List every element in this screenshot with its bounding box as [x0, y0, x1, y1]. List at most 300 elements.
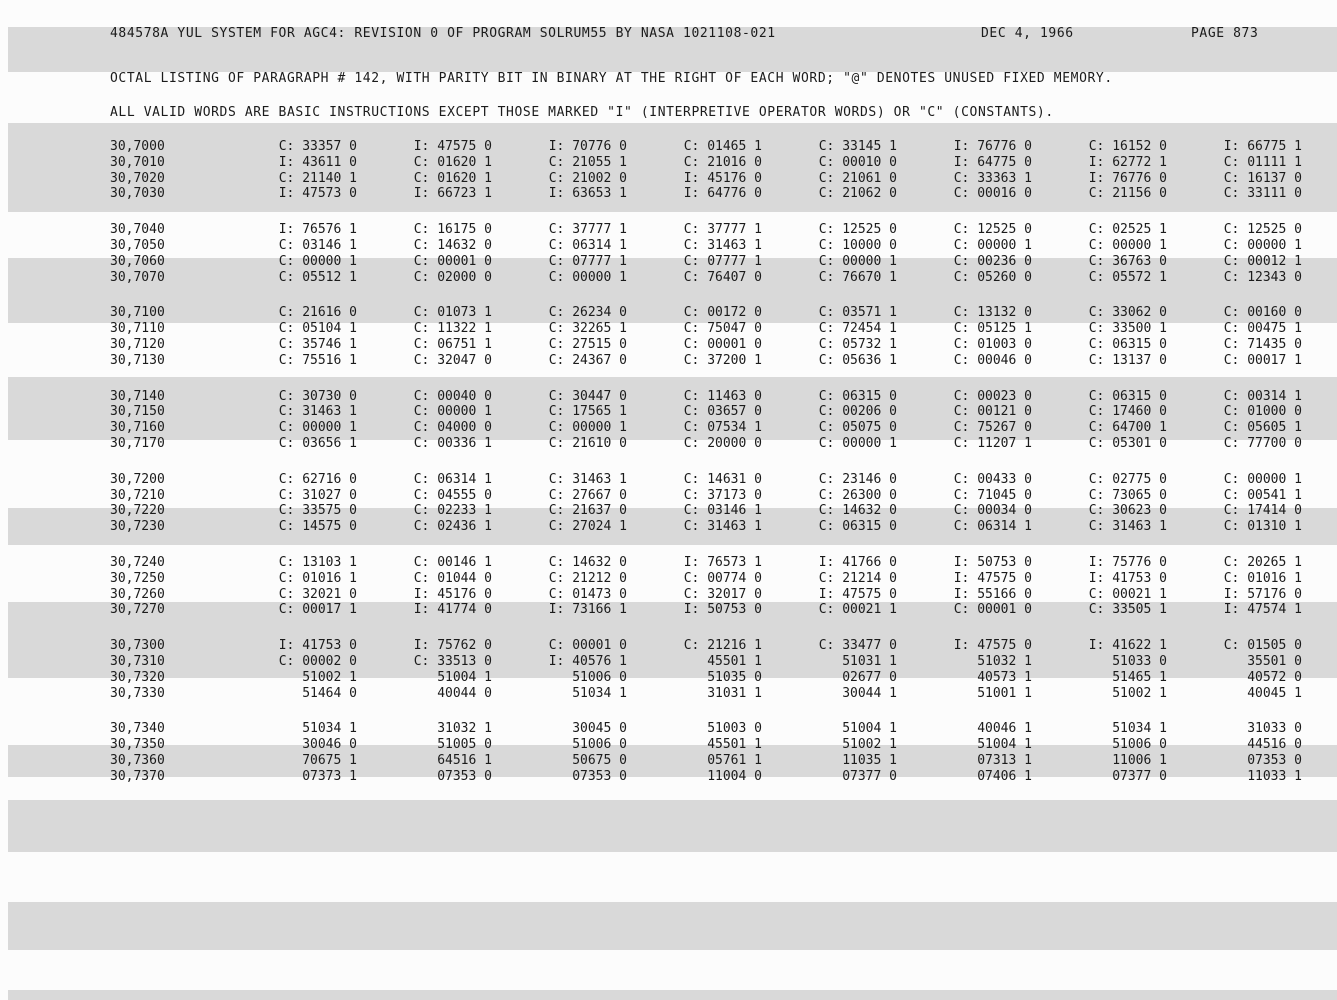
address-label: 30,7100 — [110, 305, 165, 321]
memory-word: C: 00001 0 — [548, 638, 627, 654]
memory-word: C: 21061 0 — [818, 170, 897, 186]
memory-word: 51035 0 — [707, 669, 762, 685]
memory-word: C: 03571 1 — [818, 305, 897, 321]
memory-word: C: 03656 1 — [278, 435, 357, 451]
memory-word: I: 66723 1 — [413, 186, 492, 202]
listing-block — [110, 638, 1302, 701]
memory-word: C: 21140 1 — [278, 170, 357, 186]
listing-row — [110, 352, 1302, 369]
memory-word: C: 06314 1 — [413, 471, 492, 487]
memory-word: C: 07777 1 — [548, 253, 627, 269]
address-label: 30,7360 — [110, 752, 165, 768]
memory-word: C: 17565 1 — [548, 404, 627, 420]
memory-word: C: 02233 1 — [413, 503, 492, 519]
memory-word: C: 33500 1 — [1088, 321, 1167, 337]
memory-word: C: 06314 1 — [953, 519, 1032, 535]
memory-word: C: 33062 0 — [1088, 305, 1167, 321]
memory-word: C: 75267 0 — [953, 420, 1032, 436]
memory-word: I: 50753 0 — [953, 554, 1032, 570]
memory-word: 40045 1 — [1247, 685, 1302, 701]
address-label: 30,7230 — [110, 519, 165, 535]
memory-word: I: 57176 0 — [1223, 586, 1302, 602]
memory-word: C: 33505 1 — [1088, 602, 1167, 618]
memory-word: C: 11207 1 — [953, 435, 1032, 451]
memory-word: C: 62716 0 — [278, 471, 357, 487]
memory-word: 51006 0 — [572, 737, 627, 753]
listing-row — [110, 420, 1302, 436]
memory-word: I: 75776 0 — [1088, 554, 1167, 570]
memory-word: C: 01620 1 — [413, 170, 492, 186]
memory-word: 51003 0 — [707, 721, 762, 737]
memory-word: I: 47575 0 — [953, 570, 1032, 586]
memory-word: C: 17414 0 — [1223, 503, 1302, 519]
memory-word: 30046 0 — [302, 737, 357, 753]
memory-word: C: 03146 1 — [278, 237, 357, 253]
memory-word: C: 11322 1 — [413, 321, 492, 337]
memory-word: C: 07534 1 — [683, 420, 762, 436]
memory-word: C: 05301 0 — [1088, 435, 1167, 451]
memory-word: 40044 0 — [437, 685, 492, 701]
address-label: 30,7060 — [110, 253, 165, 269]
memory-word: C: 00336 1 — [413, 435, 492, 451]
memory-word: 11035 1 — [842, 752, 897, 768]
memory-word: 51001 1 — [977, 685, 1032, 701]
memory-word: 31031 1 — [707, 685, 762, 701]
memory-word: C: 00002 0 — [278, 653, 357, 669]
memory-word: C: 06315 0 — [1088, 336, 1167, 352]
address-label: 30,7170 — [110, 435, 165, 451]
memory-word: I: 41766 0 — [818, 554, 897, 570]
memory-word: C: 32021 0 — [278, 586, 357, 602]
memory-word: C: 00000 1 — [1088, 237, 1167, 253]
memory-word: C: 37173 0 — [683, 487, 762, 503]
memory-word: C: 26234 0 — [548, 305, 627, 321]
memory-word: C: 01016 1 — [278, 570, 357, 586]
listing-row — [110, 388, 1302, 405]
memory-word: C: 71435 0 — [1223, 336, 1302, 352]
memory-word: I: 47573 0 — [278, 186, 357, 202]
memory-word: C: 05732 1 — [818, 336, 897, 352]
memory-word: C: 16137 0 — [1223, 170, 1302, 186]
listing-row — [110, 253, 1302, 270]
listing-row — [110, 222, 1302, 238]
memory-word: C: 05260 0 — [953, 269, 1032, 285]
memory-word: C: 37777 1 — [683, 222, 762, 238]
memory-word: 51034 1 — [572, 685, 627, 701]
memory-word: C: 00000 1 — [1223, 471, 1302, 487]
address-label: 30,7240 — [110, 554, 165, 570]
memory-word: 07353 0 — [437, 768, 492, 784]
listing-row — [110, 519, 1302, 535]
memory-word: C: 31463 1 — [278, 404, 357, 420]
memory-word: 07353 0 — [1247, 752, 1302, 768]
memory-word: I: 41622 1 — [1088, 638, 1167, 654]
memory-word: C: 72454 1 — [818, 321, 897, 337]
address-label: 30,7070 — [110, 269, 165, 285]
memory-word: I: 41753 0 — [1088, 570, 1167, 586]
memory-word: 64516 1 — [437, 752, 492, 768]
memory-word: C: 14631 0 — [683, 471, 762, 487]
memory-word: C: 01111 1 — [1223, 154, 1302, 170]
memory-word: 02677 0 — [842, 669, 897, 685]
memory-word: C: 13132 0 — [953, 305, 1032, 321]
memory-word: C: 00000 1 — [278, 253, 357, 269]
listing-row — [110, 404, 1302, 420]
memory-word: C: 20000 0 — [683, 435, 762, 451]
memory-word: C: 00000 1 — [1223, 237, 1302, 253]
memory-word: C: 01044 0 — [413, 570, 492, 586]
memory-word: I: 66775 1 — [1223, 139, 1302, 154]
memory-word: C: 05104 1 — [278, 321, 357, 337]
listing-block — [110, 222, 1302, 285]
listing-row — [110, 721, 1302, 737]
header-date: DEC 4, 1966 — [981, 26, 1074, 41]
memory-word: C: 32047 0 — [413, 352, 492, 368]
memory-word: C: 00021 1 — [818, 602, 897, 618]
memory-word: 11006 1 — [1112, 752, 1167, 768]
memory-word: 40046 1 — [977, 721, 1032, 737]
memory-word: C: 00000 1 — [953, 237, 1032, 253]
listing-row — [110, 269, 1302, 286]
listing-row — [110, 768, 1302, 785]
memory-word: C: 21002 0 — [548, 170, 627, 186]
memory-word: C: 27667 0 — [548, 487, 627, 503]
memory-word: 45501 1 — [707, 653, 762, 669]
listing-row — [110, 305, 1302, 321]
memory-word: 51031 1 — [842, 653, 897, 669]
address-label: 30,7210 — [110, 487, 165, 503]
memory-word: 51002 1 — [302, 669, 357, 685]
memory-word: 31033 0 — [1247, 721, 1302, 737]
memory-word: C: 01620 1 — [413, 154, 492, 170]
memory-word: 45501 1 — [707, 737, 762, 753]
memory-word: C: 21637 0 — [548, 503, 627, 519]
memory-word: C: 17460 0 — [1088, 404, 1167, 420]
memory-word: C: 00206 0 — [818, 404, 897, 420]
address-label: 30,7150 — [110, 404, 165, 420]
memory-word: C: 00121 0 — [953, 404, 1032, 420]
memory-word: C: 21055 1 — [548, 154, 627, 170]
memory-word: 70675 1 — [302, 752, 357, 768]
memory-word: C: 05636 1 — [818, 352, 897, 368]
octal-listing — [110, 139, 1302, 805]
memory-word: 51002 1 — [842, 737, 897, 753]
listing-row — [110, 139, 1302, 155]
listing-row — [110, 321, 1302, 337]
memory-word: C: 07777 1 — [683, 253, 762, 269]
memory-word: 11004 0 — [707, 768, 762, 784]
memory-word: C: 73065 0 — [1088, 487, 1167, 503]
address-label: 30,7160 — [110, 420, 165, 436]
memory-word: C: 13103 1 — [278, 554, 357, 570]
memory-word: C: 31463 1 — [683, 237, 762, 253]
memory-word: C: 00017 1 — [278, 602, 357, 618]
memory-word: C: 26300 0 — [818, 487, 897, 503]
address-label: 30,7020 — [110, 170, 165, 186]
memory-word: 51004 1 — [842, 721, 897, 737]
memory-word: C: 00314 1 — [1223, 388, 1302, 404]
listing-row — [110, 435, 1302, 452]
memory-word: C: 20265 1 — [1223, 554, 1302, 570]
memory-word: C: 33145 1 — [818, 139, 897, 154]
memory-word: I: 70776 0 — [548, 139, 627, 154]
memory-word: C: 00012 1 — [1223, 253, 1302, 269]
memory-word: C: 36763 0 — [1088, 253, 1167, 269]
memory-word: C: 00000 1 — [413, 404, 492, 420]
listing-row — [110, 653, 1302, 670]
memory-word: C: 00146 1 — [413, 554, 492, 570]
memory-word: I: 45176 0 — [413, 586, 492, 602]
memory-word: C: 00000 1 — [548, 420, 627, 436]
memory-word: I: 40576 1 — [548, 653, 627, 669]
memory-word: C: 21156 0 — [1088, 186, 1167, 202]
listing-row — [110, 154, 1302, 171]
memory-word: C: 76407 0 — [683, 269, 762, 285]
address-label: 30,7320 — [110, 669, 165, 685]
listing-row — [110, 554, 1302, 571]
memory-word: C: 00000 1 — [818, 253, 897, 269]
memory-word: 51004 1 — [977, 737, 1032, 753]
memory-word: C: 21214 0 — [818, 570, 897, 586]
address-label: 30,7370 — [110, 768, 165, 784]
memory-word: C: 00040 0 — [413, 388, 492, 404]
memory-word: C: 06315 0 — [818, 519, 897, 535]
memory-word: I: 41774 0 — [413, 602, 492, 618]
memory-word: 07353 0 — [572, 768, 627, 784]
memory-word: 07377 0 — [1112, 768, 1167, 784]
memory-word: 40573 1 — [977, 669, 1032, 685]
memory-word: I: 63653 1 — [548, 186, 627, 202]
memory-word: C: 32265 1 — [548, 321, 627, 337]
memory-word: C: 21216 1 — [683, 638, 762, 654]
memory-word: C: 30623 0 — [1088, 503, 1167, 519]
memory-word: C: 01073 1 — [413, 305, 492, 321]
memory-word: 11033 1 — [1247, 768, 1302, 784]
memory-word: C: 21610 0 — [548, 435, 627, 451]
memory-word: C: 21016 0 — [683, 154, 762, 170]
memory-word: C: 37200 1 — [683, 352, 762, 368]
memory-word: C: 77700 0 — [1223, 435, 1302, 451]
memory-word: C: 00021 1 — [1088, 586, 1167, 602]
address-label: 30,7010 — [110, 154, 165, 170]
address-label: 30,7130 — [110, 352, 165, 368]
memory-word: C: 64700 1 — [1088, 420, 1167, 436]
memory-word: I: 47575 0 — [413, 139, 492, 154]
memory-word: C: 11463 0 — [683, 388, 762, 404]
listing-row — [110, 638, 1302, 654]
memory-word: C: 06315 0 — [1088, 388, 1167, 404]
memory-word: I: 76776 0 — [953, 139, 1032, 154]
memory-word: C: 31027 0 — [278, 487, 357, 503]
listing-row — [110, 602, 1302, 618]
memory-word: I: 55166 0 — [953, 586, 1032, 602]
memory-word: C: 12525 0 — [1223, 222, 1302, 238]
memory-word: 30044 1 — [842, 685, 897, 701]
memory-word: C: 05075 0 — [818, 420, 897, 436]
address-label: 30,7330 — [110, 685, 165, 701]
address-label: 30,7000 — [110, 139, 165, 154]
address-label: 30,7340 — [110, 721, 165, 737]
address-label: 30,7110 — [110, 321, 165, 337]
listing-row — [110, 336, 1302, 353]
memory-word: C: 02000 0 — [413, 269, 492, 285]
memory-word: C: 00160 0 — [1223, 305, 1302, 321]
memory-word: C: 00000 1 — [548, 269, 627, 285]
address-label: 30,7350 — [110, 737, 165, 753]
listing-block — [110, 388, 1302, 452]
listing-row — [110, 471, 1302, 488]
memory-word: 51002 1 — [1112, 685, 1167, 701]
memory-word: C: 00172 0 — [683, 305, 762, 321]
memory-word: I: 73166 1 — [548, 602, 627, 618]
memory-word: C: 01003 0 — [953, 336, 1032, 352]
memory-word: C: 12525 0 — [818, 222, 897, 238]
memory-word: C: 14632 0 — [413, 237, 492, 253]
memory-word: 51005 0 — [437, 737, 492, 753]
memory-word: C: 01016 1 — [1223, 570, 1302, 586]
memory-word: 07377 0 — [842, 768, 897, 784]
listing-row — [110, 570, 1302, 587]
memory-word: I: 62772 1 — [1088, 154, 1167, 170]
memory-word: C: 75516 1 — [278, 352, 357, 368]
memory-word: C: 71045 0 — [953, 487, 1032, 503]
memory-word: C: 02436 1 — [413, 519, 492, 535]
memory-word: 51004 1 — [437, 669, 492, 685]
header-page-number: PAGE 873 — [1191, 26, 1259, 41]
listing-row — [110, 487, 1302, 504]
listing-row — [110, 685, 1302, 702]
listing-row — [110, 752, 1302, 769]
memory-word: 05761 1 — [707, 752, 762, 768]
memory-word: C: 00236 0 — [953, 253, 1032, 269]
memory-word: C: 12525 0 — [953, 222, 1032, 238]
description-line-1: OCTAL LISTING OF PARAGRAPH # 142, WITH PARITY BIT IN BINARY AT THE RIGHT OF EACH WORD; "@" DENOTES UNUSED FIXED MEMORY. — [110, 71, 1113, 86]
memory-word: C: 23146 0 — [818, 471, 897, 487]
memory-word: C: 04000 0 — [413, 420, 492, 436]
memory-word: I: 64775 0 — [953, 154, 1032, 170]
memory-word: 07406 1 — [977, 768, 1032, 784]
listing-row — [110, 669, 1302, 686]
memory-word: C: 27515 0 — [548, 336, 627, 352]
memory-word: 51465 1 — [1112, 669, 1167, 685]
address-label: 30,7030 — [110, 186, 165, 202]
memory-word: I: 43611 0 — [278, 154, 357, 170]
memory-word: C: 05572 1 — [1088, 269, 1167, 285]
memory-word: C: 31463 1 — [683, 519, 762, 535]
memory-word: I: 64776 0 — [683, 186, 762, 202]
memory-word: C: 33575 0 — [278, 503, 357, 519]
memory-word: C: 00010 0 — [818, 154, 897, 170]
memory-word: 51006 0 — [572, 669, 627, 685]
memory-word: 51034 1 — [1112, 721, 1167, 737]
stripe — [8, 902, 1337, 950]
memory-word: 40572 0 — [1247, 669, 1302, 685]
memory-word: 51006 0 — [1112, 737, 1167, 753]
memory-word: I: 47574 1 — [1223, 602, 1302, 618]
memory-word: C: 00000 1 — [818, 435, 897, 451]
memory-word: C: 21212 0 — [548, 570, 627, 586]
memory-word: C: 12343 0 — [1223, 269, 1302, 285]
memory-word: C: 33357 0 — [278, 139, 357, 154]
memory-word: 07373 1 — [302, 768, 357, 784]
memory-word: C: 00001 0 — [953, 602, 1032, 618]
memory-word: C: 04555 0 — [413, 487, 492, 503]
memory-word: C: 35746 1 — [278, 336, 357, 352]
memory-word: I: 47575 0 — [953, 638, 1032, 654]
memory-word: C: 31463 1 — [548, 471, 627, 487]
memory-word: C: 00541 1 — [1223, 487, 1302, 503]
memory-word: C: 33363 1 — [953, 170, 1032, 186]
memory-word: C: 33111 0 — [1223, 186, 1302, 202]
memory-word: 51032 1 — [977, 653, 1032, 669]
listing-block — [110, 471, 1302, 535]
description-line-2: ALL VALID WORDS ARE BASIC INSTRUCTIONS EXCEPT THOSE MARKED "I" (INTERPRETIVE OPERATOR WORDS) OR "C" (CONSTANTS). — [110, 105, 1054, 120]
address-label: 30,7120 — [110, 336, 165, 352]
memory-word: C: 01465 1 — [683, 139, 762, 154]
memory-word: 31032 1 — [437, 721, 492, 737]
address-label: 30,7140 — [110, 388, 165, 404]
memory-word: 35501 0 — [1247, 653, 1302, 669]
header-title: 484578A YUL SYSTEM FOR AGC4: REVISION 0 OF PROGRAM SOLRUM55 BY NASA 1021108-021 — [110, 26, 776, 41]
address-label: 30,7040 — [110, 222, 165, 238]
address-label: 30,7250 — [110, 570, 165, 586]
memory-word: C: 14632 0 — [548, 554, 627, 570]
memory-word: 51464 0 — [302, 685, 357, 701]
memory-word: C: 16152 0 — [1088, 139, 1167, 154]
listing-row — [110, 237, 1302, 254]
stripe — [8, 800, 1337, 852]
memory-word: I: 76576 1 — [278, 222, 357, 238]
memory-word: I: 41753 0 — [278, 638, 357, 654]
memory-word: C: 00001 0 — [683, 336, 762, 352]
memory-word: C: 13137 0 — [1088, 352, 1167, 368]
listing-row — [110, 503, 1302, 519]
memory-word: C: 30447 0 — [548, 388, 627, 404]
memory-word: C: 31463 1 — [1088, 519, 1167, 535]
memory-word: C: 01473 0 — [548, 586, 627, 602]
listing-row — [110, 586, 1302, 603]
memory-word: 30045 0 — [572, 721, 627, 737]
memory-word: C: 27024 1 — [548, 519, 627, 535]
listing-block — [110, 721, 1302, 784]
memory-word: C: 00000 1 — [278, 420, 357, 436]
memory-word: C: 75047 0 — [683, 321, 762, 337]
memory-word: C: 00023 0 — [953, 388, 1032, 404]
memory-word: C: 00475 1 — [1223, 321, 1302, 337]
memory-word: C: 00046 0 — [953, 352, 1032, 368]
memory-word: 51033 0 — [1112, 653, 1167, 669]
memory-word: 07313 1 — [977, 752, 1032, 768]
memory-word: C: 03657 0 — [683, 404, 762, 420]
memory-word: C: 21616 0 — [278, 305, 357, 321]
memory-word: C: 02775 0 — [1088, 471, 1167, 487]
address-label: 30,7260 — [110, 586, 165, 602]
listing-row — [110, 737, 1302, 753]
address-label: 30,7310 — [110, 653, 165, 669]
memory-word: I: 75762 0 — [413, 638, 492, 654]
memory-word: 44516 0 — [1247, 737, 1302, 753]
memory-word: C: 06314 1 — [548, 237, 627, 253]
memory-word: C: 30730 0 — [278, 388, 357, 404]
memory-word: C: 06315 0 — [818, 388, 897, 404]
memory-word: C: 00017 1 — [1223, 352, 1302, 368]
memory-word: C: 05605 1 — [1223, 420, 1302, 436]
memory-word: C: 24367 0 — [548, 352, 627, 368]
memory-word: C: 76670 1 — [818, 269, 897, 285]
memory-word: C: 00001 0 — [413, 253, 492, 269]
memory-word: C: 14632 0 — [818, 503, 897, 519]
address-label: 30,7200 — [110, 471, 165, 487]
